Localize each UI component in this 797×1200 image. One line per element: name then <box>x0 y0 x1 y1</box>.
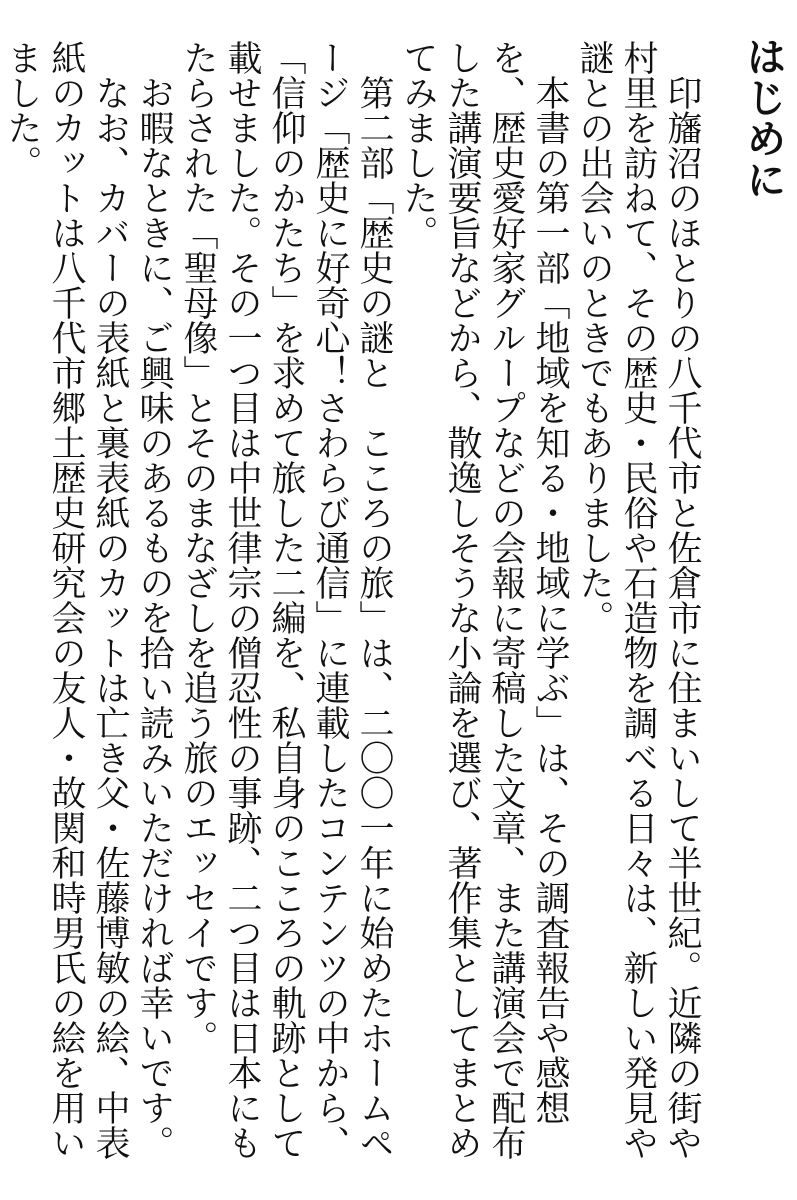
body-text <box>2 40 704 1180</box>
paragraph-1: 印旛沼のほとりの八千代市と佐倉市に住まいして半世紀。近隣の街や村里を訪ねて、その歴史・民俗や石造物を調べる日々は、新しい発見や謎との出会いのときでもありました。 <box>574 40 702 1160</box>
paragraph-2: 本書の第一部「地域を知る・地域に学ぶ」は、その調査報告や感想を、歴史愛好家グループなどの会報に寄稿した文章、また講演会で配布した講演要旨などから、散逸しそうな小論を選び、著作集としてまとめてみました。 <box>398 40 570 1160</box>
paragraph-4: お暇なときに、ご興味のあるものを拾い読みいただければ幸いです。 <box>134 75 174 1160</box>
page-heading: はじめに <box>740 36 786 200</box>
paragraph-3: 第二部「歴史の謎と こころの旅」は、二〇〇一年に始めたホームページ「歴史に好奇心！さわらび通信」に連載したコンテンツの中から、「信仰のかたち」を求めて旅した二編を、私自身のこころの軌跡として載せました。その一つ目は中世律宗の僧忍性の事跡、二つ目は日本にもたらされた「聖母像」とそのまなざしを追う旅のエッセイです。 <box>178 40 394 1160</box>
paragraph-5: なお、カバーの表紙と裏表紙のカットは亡き父・佐藤博敏の絵、中表紙のカットは八千代市郷土歴史研究会の友人・故関和時男氏の絵を用いました。 <box>2 40 130 1160</box>
